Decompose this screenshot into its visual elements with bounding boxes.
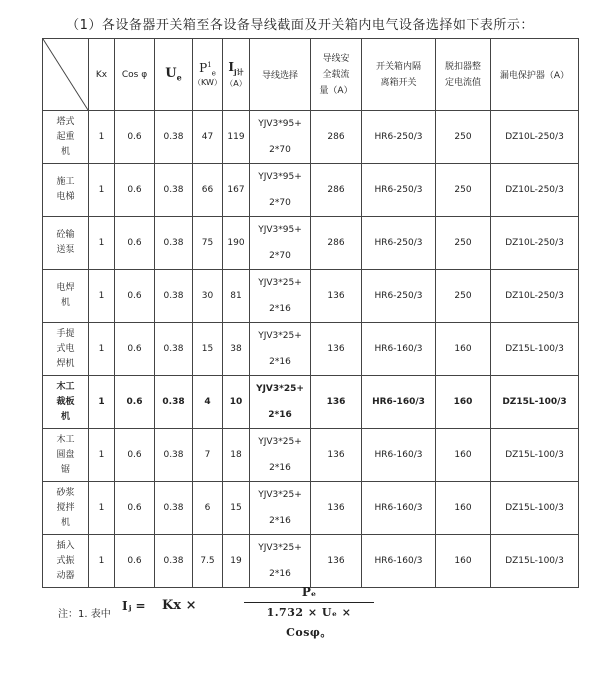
cell-breaker: 160 [436, 535, 491, 588]
cell-breaker: 250 [436, 217, 491, 270]
cell-rcd: DZ10L-250/3 [491, 217, 579, 270]
cell-pe: 75 [193, 217, 223, 270]
cell-switch: HR6-160/3 [362, 535, 436, 588]
cell-cos: 0.6 [115, 217, 155, 270]
cell-ij: 19 [223, 535, 250, 588]
cell-ampacity: 286 [311, 111, 362, 164]
cell-rcd: DZ15L-100/3 [491, 376, 579, 429]
cell-wire: YJV3*25+ 2*16 [250, 323, 311, 376]
header-ij: $I_{j计}$ （A） [223, 39, 250, 111]
table-row [43, 482, 579, 535]
table-row [43, 270, 579, 323]
corner-cell [43, 39, 89, 111]
cell-breaker: 250 [436, 111, 491, 164]
cell-ij: 38 [223, 323, 250, 376]
formula-numerator: Pₑ [301, 585, 317, 599]
cell-ue: 0.38 [155, 217, 193, 270]
header-breaker: 脱扣器整 定电流值 [436, 39, 491, 111]
cell-wire: YJV3*25+ 2*16 [250, 535, 311, 588]
cell-cos: 0.6 [115, 111, 155, 164]
cell-ij: 190 [223, 217, 250, 270]
cell-cos: 0.6 [115, 323, 155, 376]
cell-ampacity: 136 [311, 270, 362, 323]
header-kx: Kx [89, 39, 115, 111]
cell-kx: 1 [89, 376, 115, 429]
diagonal-line [43, 39, 88, 110]
cell-rcd: DZ15L-100/3 [491, 429, 579, 482]
formula-fraction [244, 582, 374, 639]
cell-ue: 0.38 [155, 111, 193, 164]
cell-ue: 0.38 [155, 164, 193, 217]
cell-ampacity: 136 [311, 323, 362, 376]
cell-rcd: DZ10L-250/3 [491, 164, 579, 217]
cell-pe: 7.5 [193, 535, 223, 588]
cell-breaker: 160 [436, 482, 491, 535]
cell-wire: YJV3*95+ 2*70 [250, 164, 311, 217]
cell-ampacity: 286 [311, 217, 362, 270]
cell-kx: 1 [89, 164, 115, 217]
cell-switch: HR6-250/3 [362, 111, 436, 164]
cell-switch: HR6-160/3 [362, 429, 436, 482]
page-title: （1）各设备器开关箱至各设备导线截面及开关箱内电气设备选择如下表所示： [66, 18, 534, 33]
table-row [43, 217, 579, 270]
note-label: 注：1. 表中 [58, 609, 111, 620]
cell-kx: 1 [89, 217, 115, 270]
cell-wire: YJV3*25+ 2*16 [250, 429, 311, 482]
table-row [43, 429, 579, 482]
cell-ue: 0.38 [155, 270, 193, 323]
cell-ampacity: 136 [311, 429, 362, 482]
cell-cos: 0.6 [115, 376, 155, 429]
header-ampacity: 导线安 全载流 量（A） [311, 39, 362, 111]
cell-breaker: 250 [436, 164, 491, 217]
cell-wire: YJV3*25+ 2*16 [250, 376, 311, 429]
equipment-name: 施工 电梯 [43, 164, 89, 217]
cell-ue: 0.38 [155, 429, 193, 482]
cell-kx: 1 [89, 323, 115, 376]
cell-pe: 30 [193, 270, 223, 323]
cell-wire: YJV3*25+ 2*16 [250, 270, 311, 323]
header-cos: Cos φ [115, 39, 155, 111]
cell-breaker: 160 [436, 429, 491, 482]
header-wire: 导线选择 [250, 39, 311, 111]
header-rcd: 漏电保护器（A） [491, 39, 579, 111]
cell-cos: 0.6 [115, 482, 155, 535]
formula-note [58, 580, 578, 640]
table-row [43, 323, 579, 376]
cell-ij: 119 [223, 111, 250, 164]
equipment-name: 电焊 机 [43, 270, 89, 323]
cell-ue: 0.38 [155, 323, 193, 376]
equipment-name: 手提 式电 焊机 [43, 323, 89, 376]
table-row [43, 164, 579, 217]
cell-pe: 7 [193, 429, 223, 482]
cell-rcd: DZ15L-100/3 [491, 323, 579, 376]
table-row [43, 111, 579, 164]
cell-wire: YJV3*95+ 2*70 [250, 111, 311, 164]
cell-cos: 0.6 [115, 270, 155, 323]
cell-kx: 1 [89, 111, 115, 164]
equipment-name: 砼输 送泵 [43, 217, 89, 270]
cell-kx: 1 [89, 429, 115, 482]
cell-ampacity: 286 [311, 164, 362, 217]
cell-rcd: DZ15L-100/3 [491, 535, 579, 588]
cell-breaker: 250 [436, 270, 491, 323]
cell-ij: 10 [223, 376, 250, 429]
header-pe: $P^1_e$ （KW） [193, 39, 223, 111]
header-row [43, 39, 579, 111]
cell-switch: HR6-250/3 [362, 217, 436, 270]
cell-ij: 81 [223, 270, 250, 323]
cell-switch: HR6-160/3 [362, 482, 436, 535]
cell-ij: 18 [223, 429, 250, 482]
cell-pe: 47 [193, 111, 223, 164]
cell-ij: 167 [223, 164, 250, 217]
header-switch: 开关箱内隔 离箱开关 [362, 39, 436, 111]
cell-pe: 15 [193, 323, 223, 376]
equipment-name: 木工 圆盘 锯 [43, 429, 89, 482]
cell-breaker: 160 [436, 323, 491, 376]
cell-ampacity: 136 [311, 535, 362, 588]
cell-rcd: DZ10L-250/3 [491, 270, 579, 323]
cell-ij: 15 [223, 482, 250, 535]
cell-cos: 0.6 [115, 164, 155, 217]
cell-switch: HR6-250/3 [362, 270, 436, 323]
cell-ampacity: 136 [311, 482, 362, 535]
equipment-name: 插入 式振 动器 [43, 535, 89, 588]
cell-breaker: 160 [436, 376, 491, 429]
header-ue: $U_e$ [155, 39, 193, 111]
cell-ue: 0.38 [155, 482, 193, 535]
cell-ampacity: 136 [311, 376, 362, 429]
formula-kx: Kx × [162, 598, 197, 613]
cell-switch: HR6-160/3 [362, 376, 436, 429]
cell-kx: 1 [89, 482, 115, 535]
cell-wire: YJV3*95+ 2*70 [250, 217, 311, 270]
cell-ue: 0.38 [155, 535, 193, 588]
cell-wire: YJV3*25+ 2*16 [250, 482, 311, 535]
cell-ue: 0.38 [155, 376, 193, 429]
cell-pe: 6 [193, 482, 223, 535]
cell-kx: 1 [89, 270, 115, 323]
table-row [43, 376, 579, 429]
cell-cos: 0.6 [115, 535, 155, 588]
cell-kx: 1 [89, 535, 115, 588]
cell-rcd: DZ10L-250/3 [491, 111, 579, 164]
equipment-table [42, 38, 579, 588]
cell-rcd: DZ15L-100/3 [491, 482, 579, 535]
cell-pe: 66 [193, 164, 223, 217]
equipment-name: 砂浆 搅拌 机 [43, 482, 89, 535]
equipment-name: 木工 裁板 机 [43, 376, 89, 429]
cell-switch: HR6-250/3 [362, 164, 436, 217]
cell-pe: 4 [193, 376, 223, 429]
formula-denominator: 1.732 × Uₑ × Cosφ。 [266, 606, 352, 639]
formula-ij: Iⱼ = [122, 599, 146, 613]
cell-cos: 0.6 [115, 429, 155, 482]
cell-switch: HR6-160/3 [362, 323, 436, 376]
equipment-name: 塔式 起重 机 [43, 111, 89, 164]
